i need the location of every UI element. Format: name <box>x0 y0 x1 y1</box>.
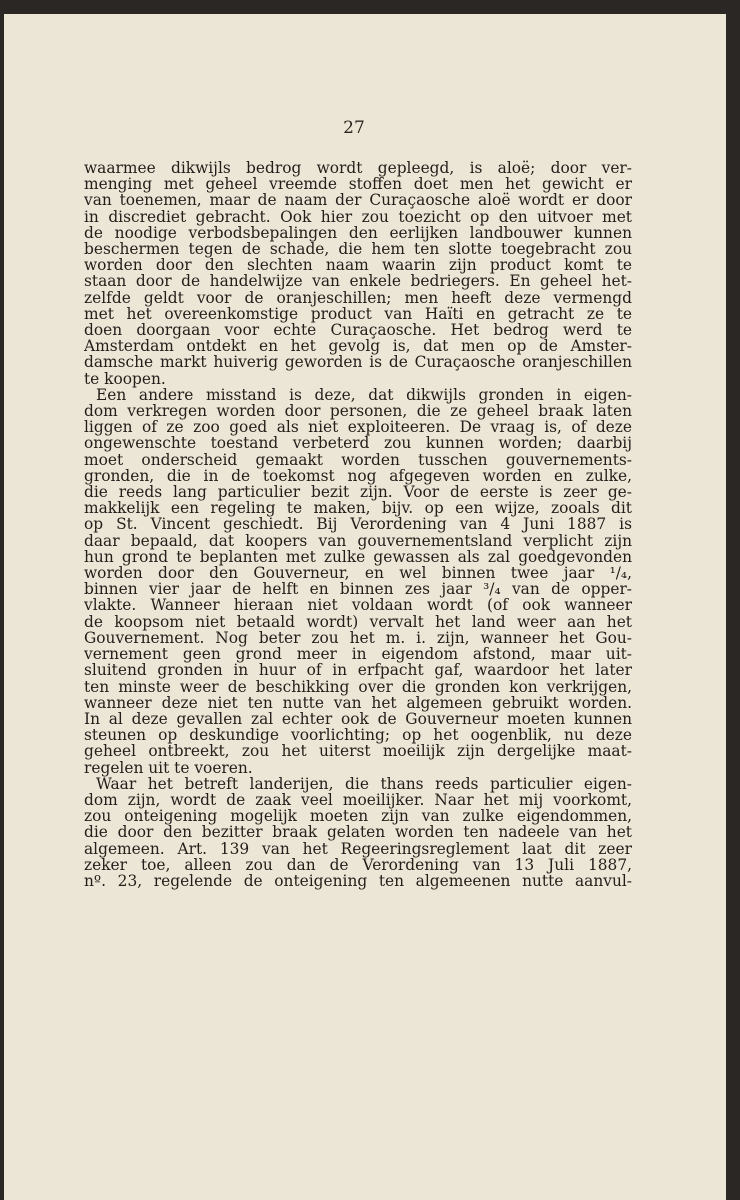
text-line: ten minste weer de beschikking over die gronden kon verkrijgen, <box>84 677 632 696</box>
text-line: geheel ontbreekt, zou het uiterst moeilijk zijn dergelijke maat- <box>84 742 632 761</box>
text-line: hun grond te beplanten met zulke gewassen als zal goedgevonden <box>84 547 632 566</box>
text-line: staan door de handelwijze van enkele bedriegers. En geheel het- <box>84 272 632 291</box>
text-line: liggen of ze zoo goed als niet exploiteeren. De vraag is, of deze <box>84 418 632 437</box>
text-line: beschermen tegen de schade, die hem ten slotte toegebracht zou <box>84 240 632 259</box>
text-line: nº. 23, regelende de onteigening ten algemeenen nutte aanvul- <box>84 871 632 890</box>
text-line: vlakte. Wanneer hieraan niet voldaan wordt (of ook wanneer <box>84 596 632 615</box>
text-line: Waar het betreft landerijen, die thans reeds particulier eigen- <box>96 774 632 793</box>
text-line: binnen vier jaar de helft en binnen zes jaar ³/₄ van de opper- <box>84 580 632 599</box>
text-line: Gouvernement. Nog beter zou het m. i. zijn, wanneer het Gou- <box>84 628 632 647</box>
text-line: waarmee dikwijls bedrog wordt gepleegd, is aloë; door ver- <box>84 159 632 177</box>
text-line: moet onderscheid gemaakt worden tusschen gouvernements- <box>84 450 632 469</box>
text-line: regelen uit te voeren. <box>84 758 253 777</box>
text-line: van toenemen, maar de naam der Curaçaosche aloë wordt er door <box>84 191 632 210</box>
text-line: te koopen. <box>84 369 166 388</box>
text-line: dom zijn, wordt de zaak veel moeilijker. Naar het mij voorkomt, <box>84 790 632 809</box>
text-line: in discrediet gebracht. Ook hier zou toezicht op den uitvoer met <box>84 207 632 226</box>
text-line: steunen op deskundige voorlichting; op het oogenblik, nu deze <box>84 726 632 745</box>
book-page <box>4 14 726 1200</box>
text-line: daar bepaald, dat koopers van gouvernementsland verplicht zijn <box>84 531 632 550</box>
text-line: wanneer deze niet ten nutte van het algemeen gebruikt worden. <box>84 693 632 712</box>
text-line: die reeds lang particulier bezit zijn. Voor de eerste is zeer ge- <box>84 483 632 502</box>
text-line: worden door den Gouverneur, en wel binnen twee jaar ¹/₄, <box>84 564 632 583</box>
text-line: de noodige verbodsbepalingen den eerlijken landbouwer kunnen <box>84 223 632 242</box>
text-line: gronden, die in de toekomst nog afgegeven worden en zulke, <box>84 466 632 485</box>
text-line: damsche markt huiverig geworden is de Curaçaosche oranjeschillen <box>84 353 632 372</box>
text-line: zou onteigening mogelijk moeten zijn van zulke eigendommen, <box>84 807 632 826</box>
text-line: Amsterdam ontdekt en het gevolg is, dat men op de Amster- <box>84 337 632 356</box>
text-line: zelfde geldt voor de oranjeschillen; men heeft deze vermengd <box>84 288 632 307</box>
text-line: menging met geheel vreemde stoffen doet men het gewicht er <box>84 175 632 194</box>
text-line: worden door den slechten naam waarin zijn product komt te <box>84 256 632 275</box>
page-number: 27 <box>343 118 365 138</box>
text-line: In al deze gevallen zal echter ook de Gouverneur moeten kunnen <box>84 709 632 728</box>
text-line: met het overeenkomstige product van Haïti en getracht ze te <box>84 304 632 323</box>
text-line: makkelijk een regeling te maken, bijv. op een wijze, zooals dit <box>84 499 632 518</box>
text-line: ongewenschte toestand verbeterd zou kunnen worden; daarbij <box>84 434 632 453</box>
text-line: doen doorgaan voor echte Curaçaosche. Het bedrog werd te <box>84 321 632 340</box>
text-line: Een andere misstand is deze, dat dikwijls gronden in eigen- <box>96 385 632 404</box>
text-line: die door den bezitter braak gelaten worden ten nadeele van het <box>84 823 632 842</box>
text-line: algemeen. Art. 139 van het Regeeringsreglement laat dit zeer <box>84 839 632 858</box>
text-line: de koopsom niet betaald wordt) vervalt het land weer aan het <box>84 612 632 631</box>
text-line: vernement geen grond meer in eigendom afstond, maar uit- <box>84 645 632 664</box>
text-line: op St. Vincent geschiedt. Bij Verordening van 4 Juni 1887 is <box>84 515 632 534</box>
text-line: sluitend gronden in huur of in erfpacht gaf, waardoor het later <box>84 661 632 680</box>
text-line: dom verkregen worden door personen, die ze geheel braak laten <box>84 402 632 421</box>
text-line: zeker toe, alleen zou dan de Verordening van 13 Juli 1887, <box>84 855 632 874</box>
body-text <box>84 160 632 889</box>
